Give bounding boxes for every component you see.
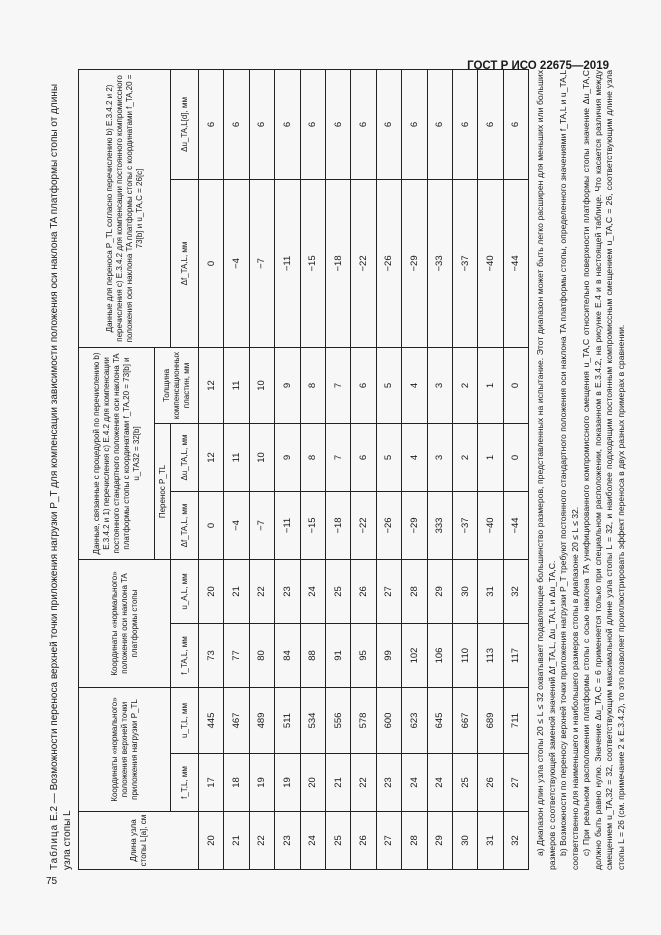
table-cell: 0	[503, 423, 528, 491]
table-cell: 2	[452, 423, 477, 491]
table-cell: −29	[402, 491, 427, 559]
table-cell: 10	[249, 423, 274, 491]
header-delta-f-tal: Δf_TA,L, мм	[171, 491, 199, 559]
table-cell: 8	[300, 347, 325, 423]
table-cell: −18	[325, 179, 350, 347]
table-cell: −11	[275, 179, 300, 347]
table-cell: 18	[224, 754, 249, 812]
table-cell: −44	[503, 179, 528, 347]
table-cell: 0	[199, 179, 224, 347]
table-row	[452, 69, 477, 869]
header-length: Длина узла стопы L[a], см	[79, 812, 199, 870]
standard-header: ГОСТ Р ИСО 22675—2019	[467, 60, 609, 72]
table-cell: −22	[351, 179, 376, 347]
table-cell: 6	[300, 69, 325, 179]
table-cell: 25	[325, 812, 350, 870]
table-cell: 21	[224, 559, 249, 623]
table-cell: 10	[249, 347, 274, 423]
table-cell: 7	[325, 423, 350, 491]
table-row	[300, 69, 325, 869]
table-cell: 29	[427, 559, 452, 623]
table-cell: 11	[224, 347, 249, 423]
table-cell: 22	[351, 754, 376, 812]
table-cell: 6	[452, 69, 477, 179]
table-cell: 6	[376, 69, 401, 179]
caption-label: Таблица	[49, 823, 60, 870]
table-cell: 102	[402, 623, 427, 687]
table-cell: 30	[452, 559, 477, 623]
table-cell: 0	[199, 491, 224, 559]
table-cell: 20	[199, 559, 224, 623]
table-cell: 19	[249, 754, 274, 812]
table-cell: 23	[275, 812, 300, 870]
table-row	[275, 69, 300, 869]
table-cell: 0	[503, 347, 528, 423]
note-b: b) Возможности по переносу верхней точки приложения нагрузки P_T требуют постоянного стандартного положения оси наклона TA платформы стопы, определенного значениями f_TA,L и u_TA,L соответственно для наименьшего и наибольшего размеров стопы в диапазоне 20 ≤ L ≤ 32.	[558, 70, 580, 870]
header-u-tl: u_T,L, мм	[171, 687, 199, 753]
table-cell: −15	[300, 491, 325, 559]
header-transfer: Перенос P_TL	[155, 423, 171, 559]
table-cell: 5	[376, 347, 401, 423]
table-row	[224, 69, 249, 869]
table-cell: 88	[300, 623, 325, 687]
table-cell: 3	[427, 423, 452, 491]
table-cell: 9	[275, 423, 300, 491]
table-cell: 31	[478, 559, 503, 623]
table-cell: 27	[503, 754, 528, 812]
table-cell: 600	[376, 687, 401, 753]
table-cell: −7	[249, 179, 274, 347]
table-cell: 556	[325, 687, 350, 753]
note-a: a) Диапазон длин узла стопы 20 ≤ L ≤ 32 охватывает подавляющее большинство размеров, представленных на испытание. Этот диапазон может быть легко расширен для меньших или больших размеров с соответствующей заменой значений Δf_TA,L, Δu_TA,L и Δu_TA,C.	[535, 70, 557, 870]
table-cell: 1	[478, 347, 503, 423]
header-delta-u-tal: Δu_TA,L, мм	[171, 423, 199, 491]
table-cell: 22	[249, 812, 274, 870]
table-row	[376, 69, 401, 869]
table-row	[478, 69, 503, 869]
table-cell: 22	[249, 559, 274, 623]
table-cell: 24	[427, 754, 452, 812]
table-cell: 28	[402, 812, 427, 870]
table-cell: −22	[351, 491, 376, 559]
table-cell: −29	[402, 179, 427, 347]
header-group4: Данные для переноса P_TL согласно перечислению b) Е.3.4.2 и 2) перечисления с) Е.3.4.2 для компенсации постоянного компромиссного положения оси наклона TA платформы стопы с координатами f_TA,20 = 73[b] и u_TA,C = 26[c]	[79, 69, 171, 347]
table-cell: 31	[478, 812, 503, 870]
table-cell: 6	[427, 69, 452, 179]
table-cell: 6	[351, 69, 376, 179]
table-cell: 27	[376, 559, 401, 623]
table-caption	[48, 70, 74, 870]
table-cell: 445	[199, 687, 224, 753]
table-cell: 6	[249, 69, 274, 179]
table-cell: 99	[376, 623, 401, 687]
table-cell: 489	[249, 687, 274, 753]
table-cell: 6	[199, 69, 224, 179]
table-cell: 5	[376, 423, 401, 491]
table-cell: 25	[325, 559, 350, 623]
table-cell: 578	[351, 687, 376, 753]
table-cell: 4	[402, 423, 427, 491]
table-cell: 6	[351, 347, 376, 423]
table-cell: 11	[224, 423, 249, 491]
table-cell: 26	[351, 559, 376, 623]
table-cell: 23	[275, 559, 300, 623]
table-cell: 21	[224, 812, 249, 870]
table-cell: −40	[478, 179, 503, 347]
table-cell: 333	[427, 491, 452, 559]
table-cell: 20	[199, 812, 224, 870]
table-cell: 6	[224, 69, 249, 179]
table-cell: 113	[478, 623, 503, 687]
table-body	[199, 69, 529, 869]
table-cell: −37	[452, 179, 477, 347]
table-cell: −4	[224, 179, 249, 347]
page-number: 75	[46, 876, 58, 887]
table-cell: 8	[300, 423, 325, 491]
header-thickness: Толщина компенсационных пластин, мм	[155, 347, 199, 423]
table-cell: 6	[478, 69, 503, 179]
table-cell: 106	[427, 623, 452, 687]
note-c: c) При реальном расположении платформы стопы с осью наклона TA унифицированного компромиссного смещения u_TA,C относительно поверхности платформы стопы значение Δu_TA,C должно быть равно нулю. Значение Δu_TA,C = 6 применяется только при специальном расположении, показанном в Е.3.4.2, на рисунке Е.4 и в настоящей таблице. Что касается различия между смещением u_TA,32 = 32, соответствующим максимальной длине узла стопы L = 32, и наиболее подходящим постоянным компромиссным смещением u_TA,C = 26, соответствующим длине узла стопы L = 26 (см. примечание 2 к Е.3.4.2), то это позволяет проиллюстрировать эффект переноса в двух разных примерах в сравнении.	[581, 70, 626, 870]
table-row	[402, 69, 427, 869]
table-cell: 511	[275, 687, 300, 753]
table-row	[249, 69, 274, 869]
table-cell: 73	[199, 623, 224, 687]
table-cell: 21	[325, 754, 350, 812]
table-cell: 24	[300, 812, 325, 870]
table-cell: 467	[224, 687, 249, 753]
table-cell: 95	[351, 623, 376, 687]
table-cell: −33	[427, 179, 452, 347]
table-row	[325, 69, 350, 869]
table-cell: 26	[351, 812, 376, 870]
table-cell: 84	[275, 623, 300, 687]
table-cell: 3	[427, 347, 452, 423]
table-cell: 117	[503, 623, 528, 687]
table-cell: 2	[452, 347, 477, 423]
table-cell: −26	[376, 179, 401, 347]
table-cell: 534	[300, 687, 325, 753]
table-cell: 20	[300, 754, 325, 812]
caption-text: Е.2 — Возможности переноса верхней точки приложения нагрузки P_T для компенсации зависимости положения оси наклона TA платформы стопы от длины узла стопы L	[49, 83, 73, 870]
table-cell: 6	[402, 69, 427, 179]
table-cell: −4	[224, 491, 249, 559]
table-cell: −15	[300, 179, 325, 347]
table-cell: 25	[452, 754, 477, 812]
table-row	[351, 69, 376, 869]
table-cell: 32	[503, 559, 528, 623]
table-cell: 6	[275, 69, 300, 179]
table-cell: 4	[402, 347, 427, 423]
table-cell: 9	[275, 347, 300, 423]
table-cell: 689	[478, 687, 503, 753]
table-cell: −37	[452, 491, 477, 559]
table-cell: 26	[478, 754, 503, 812]
rotated-content	[48, 70, 626, 870]
header-delta-u-tal-2: Δu_TA,L[d], мм	[171, 69, 199, 179]
table-cell: 23	[376, 754, 401, 812]
table-cell: 7	[325, 347, 350, 423]
table-cell: 12	[199, 347, 224, 423]
table-cell: 80	[249, 623, 274, 687]
table-cell: 1	[478, 423, 503, 491]
table-cell: −44	[503, 491, 528, 559]
table-cell: 711	[503, 687, 528, 753]
table-row	[503, 69, 528, 869]
table-cell: 27	[376, 812, 401, 870]
table-cell: 19	[275, 754, 300, 812]
table-cell: 77	[224, 623, 249, 687]
table-cell: 6	[503, 69, 528, 179]
table-cell: 6	[325, 69, 350, 179]
table-cell: 91	[325, 623, 350, 687]
table-cell: 667	[452, 687, 477, 753]
header-u-al: u_A,L, мм	[171, 559, 199, 623]
table-cell: 28	[402, 559, 427, 623]
table-cell: −11	[275, 491, 300, 559]
table-cell: 12	[199, 423, 224, 491]
table-cell: −7	[249, 491, 274, 559]
table-cell: 17	[199, 754, 224, 812]
table-cell: 24	[402, 754, 427, 812]
table-row	[199, 69, 224, 869]
header-group3: Данные, связанные с процедурой по перечислению b) Е.3.4.2 и 1) перечисления с) Е.4.2 для компенсации постоянного стандартного положения оси наклона TA платформы стопы с координатами f_TA,20 = 73[b] и u_TA32 = 32[b]	[79, 347, 155, 559]
table-cell: 623	[402, 687, 427, 753]
table-cell: 32	[503, 812, 528, 870]
table-cell: −40	[478, 491, 503, 559]
header-group1: Координаты «нормального» положения верхней точки приложения нагрузки P_TL	[79, 687, 171, 811]
header-delta-f-tal-2: Δf_TA,L, мм	[171, 179, 199, 347]
table-cell: −18	[325, 491, 350, 559]
header-f-tl: f_T,L, мм	[171, 754, 199, 812]
table-cell: 24	[300, 559, 325, 623]
table-cell: 6	[351, 423, 376, 491]
table-cell: 30	[452, 812, 477, 870]
data-table	[78, 69, 529, 870]
header-f-tal: f_TA,L, мм	[171, 623, 199, 687]
table-cell: 110	[452, 623, 477, 687]
table-notes	[535, 70, 627, 870]
table-cell: 29	[427, 812, 452, 870]
table-row	[427, 69, 452, 869]
table-cell: 645	[427, 687, 452, 753]
header-group2: Координаты «нормального» положения оси наклона TA платформы стопы	[79, 559, 171, 687]
table-cell: −26	[376, 491, 401, 559]
